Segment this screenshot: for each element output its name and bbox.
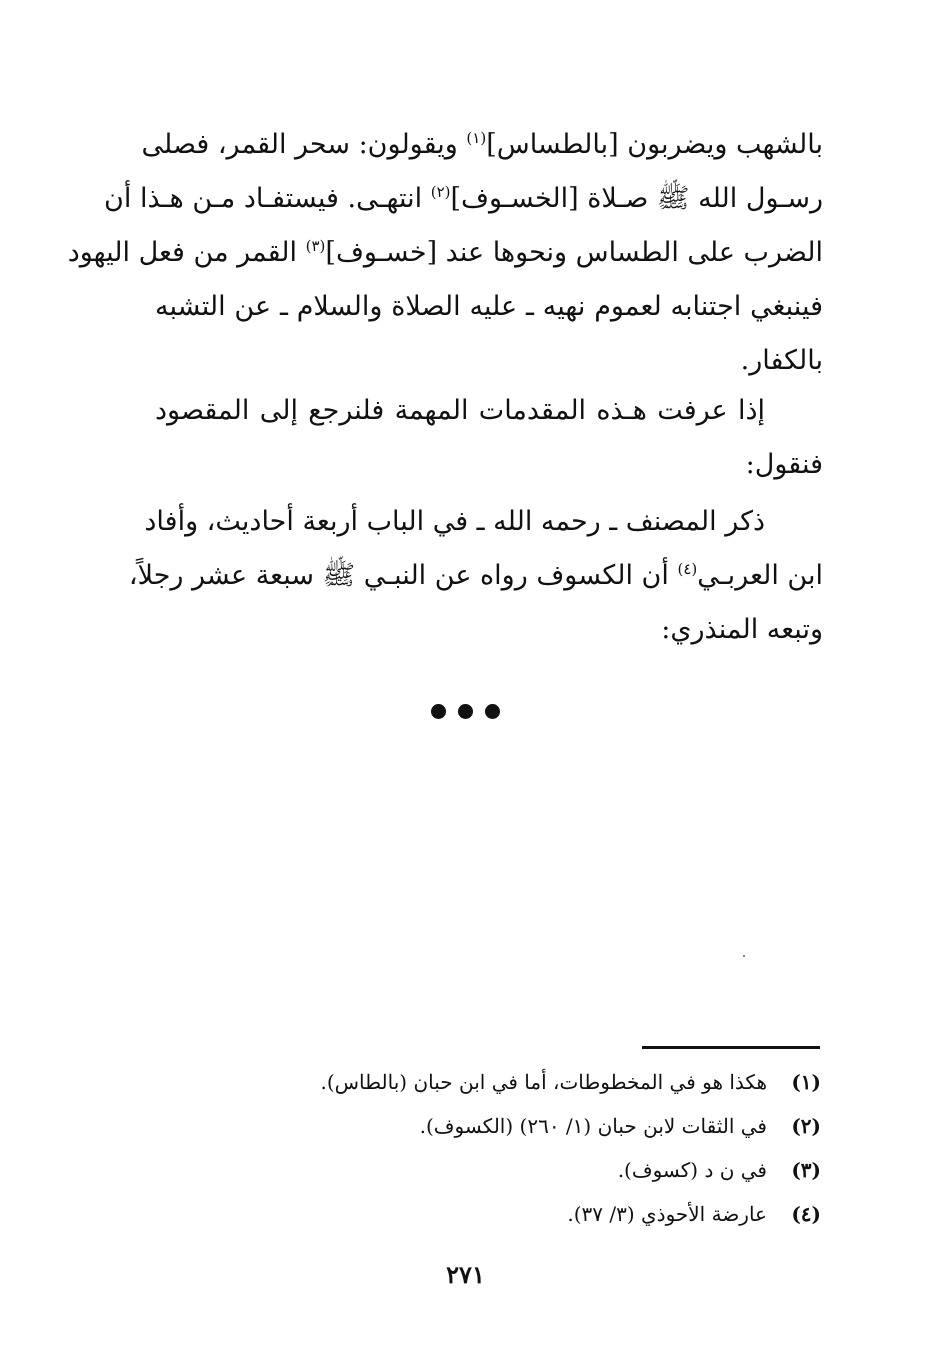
footnote-number: (٢) [791,1114,821,1138]
page-number: ٢٧١ [446,1260,485,1289]
paragraph-1-line-3: الضرب على الطساس ونحوها عند [خسـوف]$^{(٣)}$ القمر من فعل اليهود [67,237,823,268]
paragraph-1-line-4: فينبغي اجتنابه لعموم نهيه ـ عليه الصلاة والسلام ـ عن التشبه [155,291,823,322]
footnote-number: (٤) [791,1202,821,1226]
footnote-divider [642,1046,820,1049]
footnote-text: في ن د (كسوف). [617,1158,767,1182]
separator-dot-icon [485,704,500,719]
footnote-marker-3: (٣) [305,237,326,255]
footnote-text: عارضة الأحوذي (٣/ ٣٧). [567,1202,767,1226]
paragraph-1 [67,118,823,388]
paragraph-3-line-1: ذكر المصنف ـ رحمه الله ـ في الباب أربعة أحاديث، وأفاد [144,506,765,537]
footnote-number: (٣) [791,1158,821,1182]
footnote-marker-1: (١) [466,129,487,147]
separator-dot-icon [431,704,446,719]
footnote-3 [221,1148,821,1192]
scan-speck [743,955,745,957]
paragraph-2 [155,384,823,492]
footnote-text: هكذا هو في المخطوطات، أما في ابن حبان (بالطاس). [320,1070,767,1094]
footnote-text: في الثقات لابن حبان (١/ ٢٦٠) (الكسوف). [419,1114,767,1138]
footnote-2 [221,1104,821,1148]
paragraph-2-line-1: إذا عرفت هـذه المقدمات المهمة فلنرجع إلى المقصود [155,395,765,426]
footnotes [221,1060,821,1236]
footnote-4 [221,1192,821,1236]
paragraph-2-line-2: فنقول: [745,449,823,480]
footnote-number: (١) [791,1070,821,1094]
paragraph-3-line-2: ابن العربـي$^{(٤)}$ أن الكسوف رواه عن النبـي ﷺ سبعة عشر رجلاً، [128,560,823,591]
footnote-marker-4: (٤) [677,560,698,578]
paragraph-1-line-5: بالكفار. [740,345,823,376]
separator-dot-icon [458,704,473,719]
footnote-1 [221,1060,821,1104]
paragraph-1-line-1: بالشهب ويضربون [بالطساس]$^{(١)}$ ويقولون: سحر القمر، فصلى [141,129,823,160]
paragraph-3-line-3: وتبعه المنذري: [661,614,823,645]
paragraph-3 [128,495,823,657]
footnote-marker-2: (٢) [430,183,451,201]
paragraph-1-line-2: رسـول الله ﷺ صـلاة [الخسـوف]$^{(٢)}$ انتهـى. فيستفـاد مـن هـذا أن [104,183,823,214]
section-separator [0,700,931,725]
